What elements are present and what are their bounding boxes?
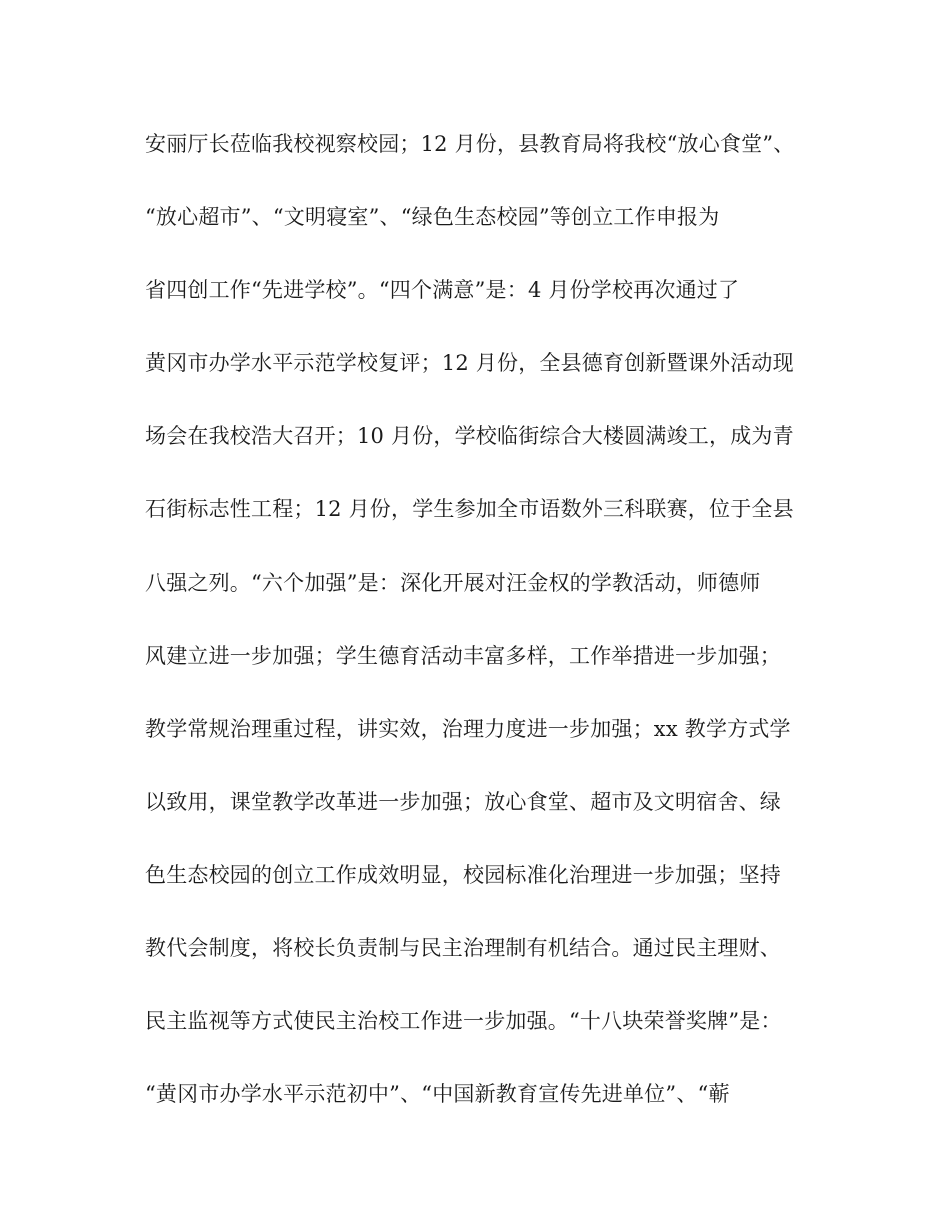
text-line: “放心超市”、“文明寝室”、“绿色生态校园”等创立工作申报为 (145, 205, 720, 230)
text-line: 石街标志性工程；12 月份，学生参加全市语数外三科联赛，位于全县 (145, 497, 794, 522)
text-line: 八强之列。“六个加强”是：深化开展对汪金权的学教活动，师德师 (145, 570, 761, 595)
text-line: 安丽厅长莅临我校视察校园；12 月份，县教育局将我校“放心食堂”、 (145, 132, 795, 156)
text-line: 黄冈市办学水平示范学校复评；12 月份，全县德育创新暨课外活动现 (145, 351, 794, 376)
document-body (145, 124, 815, 1147)
text-line: 以致用，课堂教学改革进一步加强；放心食堂、超市及文明宿舍、绿 (145, 789, 781, 814)
text-line: 风建立进一步加强；学生德育活动丰富多样，工作举措进一步加强； (145, 643, 781, 668)
text-line: 教学常规治理重过程，讲实效，治理力度进一步加强；xx 教学方式学 (145, 716, 791, 741)
text-line: 省四创工作“先进学校”。“四个满意”是：4 月份学校再次通过了 (145, 278, 740, 303)
text-line: 教代会制度，将校长负责制与民主治理制有机结合。通过民主理财、 (145, 936, 781, 961)
text-line: 民主监视等方式使民主治校工作进一步加强。“十八块荣誉奖牌”是： (145, 1009, 782, 1034)
text-line: 色生态校园的创立工作成效明显，校园标准化治理进一步加强；坚持 (145, 862, 781, 887)
text-line: “黄冈市办学水平示范初中”、“中国新教育宣传先进单位”、“蕲 (145, 1082, 730, 1107)
text-line: 场会在我校浩大召开；10 月份，学校临街综合大楼圆满竣工，成为青 (145, 424, 794, 449)
